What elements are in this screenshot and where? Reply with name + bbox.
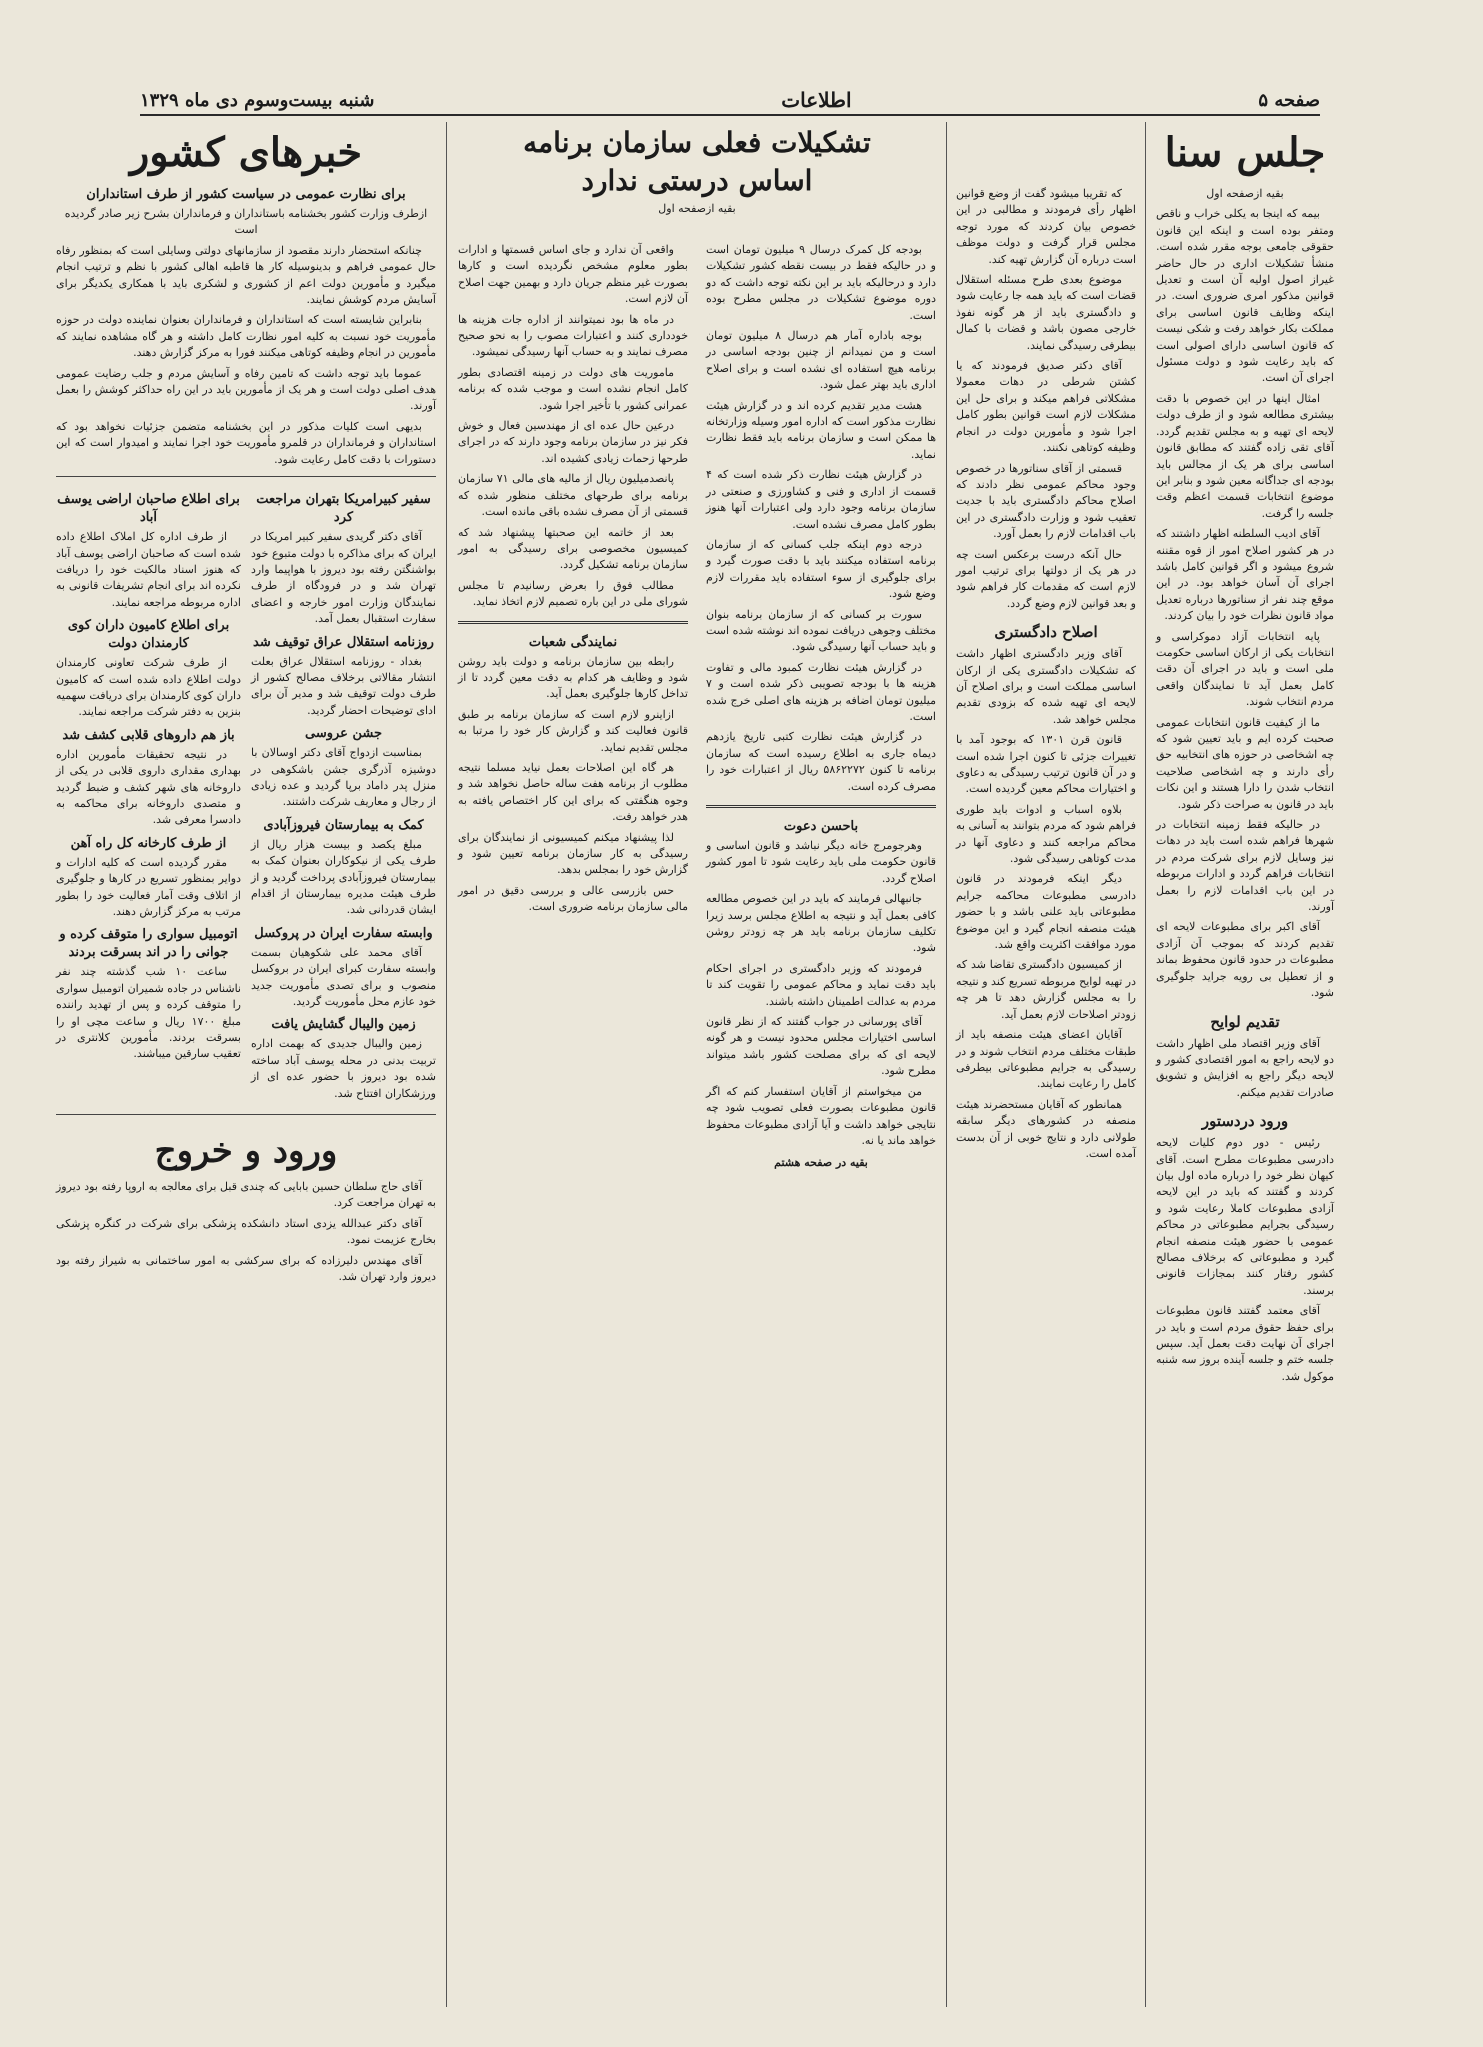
news-item-title: باز هم داروهای قلابی کشف شد — [62, 727, 235, 743]
news-divider — [56, 476, 436, 477]
section-divider — [458, 621, 688, 624]
senate-paragraph: آقای دکتر صدیق فرمودند که یا کشتن شرطی در دهات معمولا مشکلاتی فراهم میکند و برای حل این مشکلات لازم است قوانین بطور کامل اجرا شود و مأمورین دولت در انجام وظیفه کوتاهی نکنند. — [956, 359, 1136, 455]
senate-paragraph: موضوع بعدی طرح مسئله استقلال قضات است که باید همه جا رعایت شود و دادگستری باید از هر گونه نفوذ خارجی مصون باشد و قضات با کمال بیطرفی رسیدگی نمایند. — [956, 273, 1136, 352]
news-item-body: زمین والیبال جدیدی که بهمت اداره تربیت بدنی در محله یوسف آباد ساخته شده بود دیروز با حضور عده ای از ورزشکاران افتتاح شد. — [251, 1037, 436, 1100]
paper-name: اطلاعات — [781, 88, 852, 112]
senate-continued: بقیه ازصفحه اول — [1206, 187, 1284, 200]
news-item-title: برای اطلاع کامیون داران کوی کارمندان دولت — [67, 618, 230, 652]
news-item-body: بمناسبت ازدواج آقای دکتر اوسالان با دوشیزه آذرگری جشن باشکوهی در منزل پدر داماد برپا گردید و عده زیادی از رجال و معاریف شرکت داشتند. — [251, 746, 436, 809]
arrivals-departures-headline: ورود و خروج — [154, 1131, 338, 1172]
program-paragraph: آقای پورسانی در جواب گفتند که از نظر قانون اساسی اختیارات مجلس محدود نیست و هر گونه لایحه ای که برای مصلحت کشور باشد میتواند مطرح شود. — [706, 1015, 936, 1078]
news-item-body: از طرف شرکت تعاونی کارمندان دولت اطلاع داده شده است که کامیون داران کوی کارمندان برای دریافت سهمیه بنزین به دفتر شرکت مراجعه نمایند. — [56, 656, 241, 719]
senate-subhead-agenda: ورود دردستور — [1201, 1112, 1289, 1131]
program-headline-block — [452, 124, 942, 215]
senate-paragraph: قسمتی از آقای سناتورها در خصوص وجود محاکم عمومی نظر دادند که اصلاح محاکم دادگستری باید با جدیت تعقیب شود و وزارت دادگستری در این باب اقدامات لازم را بعمل آورد. — [956, 461, 1136, 541]
senate-paragraph: آقای معتمد گفتند قانون مطبوعات برای حفظ حقوق مردم است و باید در اجرای آن نهایت دقت بعمل آید. سپس جلسه ختم و جلسه آینده بروز سه شنبه موکول شد. — [1156, 1304, 1334, 1383]
program-paragraph: پانصدمیلیون ریال از مالیه های مالی ۷۱ سازمان برنامه برای طرحهای مختلف منظور شده که قسمتی از آن مصرف نشده باقی مانده است. — [458, 472, 688, 519]
program-paragraph: جانبهالی فرمایند که باید در این خصوص مطالعه کافی بعمل آید و نتیجه به اطلاع مجلس برسد زیرا تکلیف سازمان برنامه باید هر چه زودتر روشن شود. — [706, 892, 936, 955]
senate-paragraph: ما از کیفیت قانون انتخابات عمومی صحبت کرده ایم و باید تعیین شود که چه اشخاصی در حوزه های انتخابیه حق رأی دارند و چه اشخاصی صلاحیت انتخاب شدن را دارا هستند و این نکات باید در قانون به صراحت ذکر شود. — [1156, 715, 1334, 811]
column-country-news — [50, 122, 442, 2007]
news-item-body: آقای محمد علی شکوهیان بسمت وابسته سفارت کبرای ایران در بروکسل منصوب و برای تصدی مأموریت جدید خود عازم محل مأموریت گردید. — [251, 945, 436, 1009]
news-item-title: اتومبیل سواری را متوقف کرده و جوانی را در اند بسرقت بردند — [59, 927, 238, 961]
news-item-title: سفیر کبیرامریکا بتهران مراجعت کرد — [256, 492, 431, 526]
news-item-body: در نتیجه تحقیقات مأمورین اداره بهداری مقداری داروی قلابی در یکی از داروخانه های شهر کشف و ضبط گردید و متصدی داروخانه برای محاکمه به دادسرا معرفی شد. — [56, 747, 241, 827]
program-continued: بقیه ازصفحه اول — [658, 202, 736, 215]
news-divider — [56, 1114, 436, 1115]
senate-paragraph: که تقریبا میشود گفت از وضع قوانین اظهار رأی فرمودند و مطالبی در این خصوص بیان کردند که مورد توجه مجلس قرار گرفت و دولت موظف است درباره آن گزارش تهیه کند. — [956, 187, 1136, 266]
news-subcolumns — [56, 485, 436, 1106]
news-subcolumn-right — [251, 485, 436, 1106]
program-paragraph: حس بازرسی عالی و بررسی دقیق در امور مالی سازمان برنامه ضروری است. — [458, 883, 688, 914]
senate-paragraph: حال آنکه درست برعکس است چه در هر یک از دولتها برای ترتیب امور لازم است که مقدمات کار فراهم شود و بعد قوانین لازم وضع گردد. — [956, 547, 1136, 610]
news-item-title: برای اطلاع صاحبان اراضی یوسف آباد — [57, 492, 240, 526]
program-paragraph: مطالب فوق را بعرض رسانیدم تا مجلس شورای ملی در این باره تصمیم لازم اتخاذ نماید. — [458, 578, 688, 609]
program-paragraph: لذا پیشنهاد میکنم کمیسیونی از نمایندگان برای رسیدگی به کار سازمان برنامه تعیین شود و گزارش خود را بمجلس بدهد. — [458, 830, 688, 877]
program-paragraph: ماموریت های دولت در زمینه اقتصادی بطور کامل انجام نشده است و موجب شده که برنامه عمرانی کشور با تأخیر اجرا شود. — [458, 365, 688, 412]
arrivals-paragraph: آقای حاج سلطان حسین بابایی که چندی قبل برای معالجه به اروپا رفته بود دیروز به تهران مراجعت کرد. — [56, 1180, 436, 1210]
senate-paragraph: همانطور که آقایان مستحضرند هیئت منصفه در کشورهای دیگر سابقه طولانی دارد و نتایج خوبی از آن بدست آمده است. — [956, 1097, 1136, 1160]
column-program-right — [700, 122, 942, 2007]
column-rule — [1145, 122, 1146, 2007]
program-paragraph: در گزارش هیئت نظارت کتبی تاریخ یازدهم دیماه جاری به اطلاع رسیده است که سازمان برنامه تا کنون ۵۸۶۲۲۷۲ ریال از اعتبارات خود را مصرف کرده است. — [706, 730, 936, 793]
column-rule — [446, 122, 447, 2007]
news-item-body: مبلغ یکصد و بیست هزار ریال از طرف یکی از نیکوکاران بعنوان کمک به بیمارستان فیروزآبادی پرداخت گردید و از طرف هیئت مدیره بیمارستان از اقدام ایشان قدردانی شد. — [251, 837, 436, 917]
news-item-body: بغداد - روزنامه استقلال عراق بعلت انتشار مقالاتی برخلاف مصالح کشور از طرف دولت توقیف شد و مدیر آن برای ادای توضیحات احضار گردید. — [251, 654, 436, 717]
program-continued-note: بقیه در صفحه هشتم — [774, 1156, 868, 1170]
senate-paragraph: آقای وزیر دادگستری اظهار داشت که تشکیلات دادگستری یکی از ارکان اساسی مملکت است و برای اصلاح آن لایحه ای تهیه شده که بزودی تقدیم مجلس خواهد شد. — [956, 647, 1136, 726]
senate-paragraph: امثال اینها در این خصوص با دقت بیشتری مطالعه شود و از طرف دولت لایحه ای تهیه و به مجلس تقدیم گردد. آقای تقی زاده گفتند که مطابق قانون اساسی برای هر یک از مجالس باید بودجه ای جداگانه معین شود و بنابر این موضوع انتخابات قسمت اعظم وقت جلسه را گرفت. — [1156, 391, 1334, 520]
news-paragraph: چنانکه استحضار دارند مقصود از سازمانهای دولتی وسایلی است که بمنظور رفاه حال عمومی فراهم و بدینوسیله کار ها قاطبه اهالی کشور با نظم و ترتیب انجام میگیرد و مأمورین دولت اعم از کشوری و لشکری باید با همکاری یکدیگر برای آسایش مردم کوشش نمایند. — [56, 243, 436, 307]
news-item-title: جشن عروسی — [305, 726, 382, 742]
program-paragraph: درجه دوم اینکه جلب کسانی که از سازمان برنامه استفاده میکنند باید با دقت صورت گیرد و برای جلوگیری از سوء استفاده باید مقررات لازم وضع شود. — [706, 537, 936, 601]
senate-headline: جلس سنا — [1164, 129, 1326, 176]
senate-paragraph: قانون قرن ۱۳۰۱ که بوجود آمد با تغییرات جزئی تا کنون اجرا شده است و در آن قانون ترتیب رسیدگی به دعاوی و اختیارات محاکم معین گردیده است. — [956, 733, 1136, 796]
program-paragraph: در گزارش هیئت نظارت کمبود مالی و تفاوت هزینه ها با بودجه تصویبی ذکر شده است و ۷ میلیون تومان اضافه بر هزینه های اصلی خرج شده است. — [706, 660, 936, 723]
justice-reform-subhead: اصلاح دادگستری — [994, 623, 1098, 642]
program-subhead-2: نمایندگی شعبات — [528, 634, 618, 650]
program-paragraph: سورت بر کسانی که از سازمان برنامه بنوان مختلف وجوهی دریافت نموده اند نوشته شده است و باید حساب آنها رسیدگی شود. — [706, 607, 936, 654]
senate-paragraph: دیگر اینکه فرمودند در قانون دادرسی مطبوعات محاکمه جرایم مطبوعاتی باید علنی باشد و با حضور هیئت منصفه انجام گیرد و این موضوع مورد موافقت اکثریت واقع شد. — [956, 872, 1136, 952]
senate-paragraph: رئیس - دور دوم کلیات لایحه دادرسی مطبوعات مطرح است. آقای کیهان نظر خود را درباره ماده اول بیان کردند و گفتند که باید در این لایحه آزادی مطبوعات کاملا رعایت شود و رسیدگی بجرایم مطبوعاتی در محاکم عمومی با حضور هیئت منصفه انجام گیرد و مطبوعاتی که برخلاف مصالح کشور رفتار کنند بمجازات قانونی برسند. — [1156, 1136, 1334, 1297]
program-paragraph: درعین حال عده ای از مهندسین فعال و خوش فکر نیز در سازمان برنامه وجود دارند که در اجرای طرحها زحمات زیادی کشیده اند. — [458, 419, 688, 465]
column-rule — [946, 122, 947, 2007]
senate-paragraph: بلاوه اسباب و ادوات باید طوری فراهم شود که مردم بتوانند به آسانی به محاکم مراجعه کنند و دعاوی آنها در مدت کوتاهی رسیدگی شود. — [956, 802, 1136, 866]
issue-date: شنبه بیست‌وسوم دی ماه ۱۳۲۹ — [140, 89, 375, 111]
arrivals-paragraph: آقای دکتر عبدالله یزدی استاد دانشکده پزشکی برای شرکت در کنگره پزشکی بخارج عزیمت نمود. — [56, 1216, 436, 1247]
senate-paragraph: آقایان اعضای هیئت منصفه باید از طبقات مختلف مردم انتخاب شوند و در رسیدگی به جرایم مطبوعاتی بیطرفی کامل را رعایت نمایند. — [956, 1028, 1136, 1091]
program-paragraph: واقعی آن ندارد و جای اساس قسمتها و ادارات بطور معلوم مشخص نگردیده است و کارها بصورت غیر منظم جریان دارد و بهمین جهت اصلاح آن لازم است. — [458, 243, 688, 306]
program-paragraph: در گزارش هیئت نظارت ذکر شده است که ۴ قسمت از اداری و فنی و کشاورزی و صنعتی در سازمان برنامه وجود دارد ولی اعتبارات آنها هنوز بطور کامل مصرف نشده است. — [706, 468, 936, 531]
program-subhead: باحسن دعوت — [783, 819, 859, 834]
news-item-body: مقرر گردیده است که کلیه ادارات و دوایر بمنظور تسریع در کارها و جلوگیری از اتلاف وقت آمار فعالیت خود را بطور مرتب به مرکز گزارش دهند. — [56, 855, 241, 918]
program-paragraph: وهرجومرج خانه دیگر نباشد و قانون اساسی و قانون حکومت ملی باید رعایت شود تا امور کشور اصلاح گردد. — [706, 839, 936, 885]
senate-paragraph: آقای ادیب السلطنه اظهار داشتند که در هر کشور اصلاح امور از قوه مقننه شروع میشود و اگر قوانین کامل باشد اجرای آن آسان خواهد بود. در این موقع چند نفر از سناتورها درباره تعدیل مواد قانون نظرات خود را بیان کردند. — [1156, 527, 1334, 623]
news-paragraph: عموما باید توجه داشت که تامین رفاه و آسایش مردم و جلب رضایت عمومی هدف اصلی دولت است و هر یک از مأمورین باید در این راه حداکثر کوشش را بعمل آورند. — [56, 366, 436, 413]
arrivals-paragraph: آقای مهندس دلیرزاده که برای سرکشی به امور ساختمانی به شیراز رفته بود دیروز وارد تهران شد. — [56, 1253, 436, 1284]
program-paragraph: من میخواستم از آقایان استفسار کنم که اگر قانون مطبوعات بصورت فعلی تصویب شود چه نتایجی خواهد داشت و آیا آزادی مطبوعات محفوظ خواهد ماند یا نه. — [706, 1084, 936, 1147]
news-paragraph: بنابراین شایسته است که استانداران و فرمانداران بعنوان نماینده دولت در حوزه مأموریت خود نسبت به کلیه امور نظارت کامل داشته و هر گاه مشاهده نمایند که مأمورین در انجام وظیفه کوتاهی میکنند فورا به مرکز گزارش دهند. — [56, 313, 436, 360]
section-divider — [706, 805, 936, 808]
senate-paragraph: آقای اکبر برای مطبوعات لایحه ای تقدیم کردند که بموجب آن آزادی مطبوعات در حدود قانون محفوظ بماند و از تعطیل بی رویه جراید جلوگیری شود. — [1156, 920, 1334, 1000]
news-item-body: ساعت ۱۰ شب گذشته چند نفر ناشناس در جاده شمیران اتومبیل سواری را متوقف کرده و پس از تهدید راننده مبلغ ۱۷۰۰ ریال و ساعت مچی او را بسرقت بردند. مأمورین کلانتری در تعقیب سارقین میباشند. — [56, 965, 241, 1061]
program-paragraph: فرمودند که وزیر دادگستری در اجرای احکام باید دقت نماید و محاکم عمومی را تقویت کند تا مردم به عدالت اطمینان داشته باشند. — [706, 961, 936, 1008]
page-number: صفحه ۵ — [1258, 89, 1320, 111]
column-program-left — [452, 122, 694, 2007]
news-subcolumn-left — [56, 485, 241, 1106]
senate-subhead-bills: تقدیم لوایح — [1210, 1012, 1280, 1031]
news-item-title: روزنامه استقلال عراق توقیف شد — [253, 634, 434, 650]
news-item-title: کمک به بیمارستان فیروزآبادی — [263, 817, 424, 833]
news-paragraph: بدیهی است کلیات مذکور در این بخشنامه متضمن جزئیات نخواهد بود که استانداران و فرمانداران در قلمرو مأموریت خود اجرا نمایند و امیدوار است که این دستورات با دقت کامل رعایت شود. — [56, 419, 436, 466]
news-item-title: از طرف کارخانه کل راه آهن — [70, 835, 227, 851]
program-paragraph: رابطه بین سازمان برنامه و دولت باید روشن شود و وظایف هر کدام به دقت معین گردد تا از تداخل کارها جلوگیری بعمل آید. — [458, 654, 688, 701]
program-paragraph: در ماه ها بود نمیتوانند از اداره جات هزینه ها خودداری کنند و اعتبارات مصوب را به نحو صحیح مصرف نمایند و به حساب آنها رسیدگی نمیشود. — [458, 312, 688, 359]
country-news-lead-sub: ازطرف وزارت کشور بخشنامه باستانداران و فرمانداران بشرح زیر صادر گردیده است — [64, 207, 428, 237]
program-headline-line1: تشکیلات فعلی سازمان برنامه — [523, 126, 871, 159]
news-item-title: زمین والیبال گشایش یافت — [271, 1017, 416, 1033]
program-headline-line2: اساس درستی ندارد — [581, 164, 813, 197]
column-senate-continued — [950, 122, 1142, 2007]
senate-paragraph: از کمیسیون دادگستری تقاضا شد که در تهیه لوایح مربوطه تسریع کند و نتیجه را به مجلس گزارش دهد تا هر چه زودتر اصلاحات لازم بعمل آید. — [956, 958, 1136, 1021]
senate-paragraph: در حالیکه فقط زمینه انتخابات در شهرها فراهم شده است باید در دهات نیز وسایل لازم برای شرکت مردم در انتخابات فراهم گردد و ادارات مربوطه در این باب اقدامات لازم را بعمل آورند. — [1156, 818, 1334, 914]
senate-paragraph: پایه انتخابات آزاد دموکراسی و انتخابات یکی از ارکان اساسی حکومت ملی است و باید در اجرای آن دقت کامل بعمل آید تا نمایندگان واقعی مردم انتخاب شوند. — [1156, 629, 1334, 709]
news-item-body: آقای دکتر گریدی سفیر کبیر امریکا در ایران که برای مذاکره با دولت متبوع خود بواشنگتن رفته بود دیروز با هواپیما وارد تهران شد و در فرودگاه از طرف نمایندگان وزارت امور خارجه و اعضای سفارت استقبال بعمل آمد. — [251, 530, 436, 626]
program-paragraph: بعد از خاتمه این صحبتها پیشنهاد شد که کمیسیون مخصوصی برای رسیدگی به امور سازمان برنامه تشکیل گردد. — [458, 525, 688, 572]
news-item-title: وابسته سفارت ایران در پروکسل — [254, 925, 433, 941]
senate-paragraph: بیمه که اینجا به یکلی خراب و ناقص ومتفر بوده است و اینکه این قانون حقوقی جامعی بوجه مقرر شده است. منشأ تشکیلات اداری در حال حاضر غیراز اصول اولیه آن است و تعدیل قوانین مذکور امری ضروری است. در اینکه وظایف قانون اساسی برای مملکت بکار خواهد رفت و شکی نیست که قانون اساسی دارای اصولی است که باید رعایت شود و دولت مسئول اجرای آن است. — [1156, 207, 1334, 385]
country-news-lead-title: برای نظارت عمومی در سیاست کشور از طرف استانداران — [86, 187, 406, 202]
country-news-headline: خبرهای کشور — [129, 129, 363, 176]
news-item-body: از طرف اداره کل املاک اطلاع داده شده است که صاحبان اراضی یوسف آباد که هنوز اسناد مالکیت خود را دریافت نکرده اند برای انجام تشریفات قانونی به اداره مربوطه مراجعه نمایند. — [56, 530, 241, 609]
program-paragraph: بودجه کل کمرک درسال ۹ میلیون تومان است و در حالیکه فقط در بیست نقطه کشور تشکیلات دارد و درحالیکه باید بر این نکته توجه داشت که دو دوره موضوع تشکیلات در مجلس مطرح بوده است. — [706, 243, 936, 322]
program-paragraph: بوجه باداره آمار هم درسال ۸ میلیون تومان است و من نمیدانم از چنین بودجه اساسی در برنامه هیچ استفاده ای نشده است و برای اصلاح اداری باید بهتر عمل شود. — [706, 329, 936, 392]
column-senate — [1150, 122, 1340, 2007]
program-paragraph: ازاینرو لازم است که سازمان برنامه بر طبق قانون فعالیت کند و گزارش کار خود را مرتبا به مجلس تقدیم نماید. — [458, 707, 688, 754]
program-paragraph: هشت مدیر تقدیم کرده اند و در گزارش هیئت نظارت مذکور است که اداره امور وسیله وزارتخانه ها ممکن است و سازمان برنامه باید فقط نظارت نماید. — [706, 398, 936, 461]
program-paragraph: هر گاه این اصلاحات بعمل نیاید مسلما نتیجه مطلوب از برنامه هفت ساله حاصل نخواهد شد و وجوه هنگفتی که برای این کار اختصاص یافته به هدر خواهد رفت. — [458, 760, 688, 824]
senate-paragraph: آقای وزیر اقتصاد ملی اظهار داشت دو لایحه راجع به امور اقتصادی کشور و لایحه دیگر راجع به افزایش و تشویق صادرات تقدیم میکنم. — [1156, 1036, 1334, 1099]
masthead — [140, 86, 1320, 116]
